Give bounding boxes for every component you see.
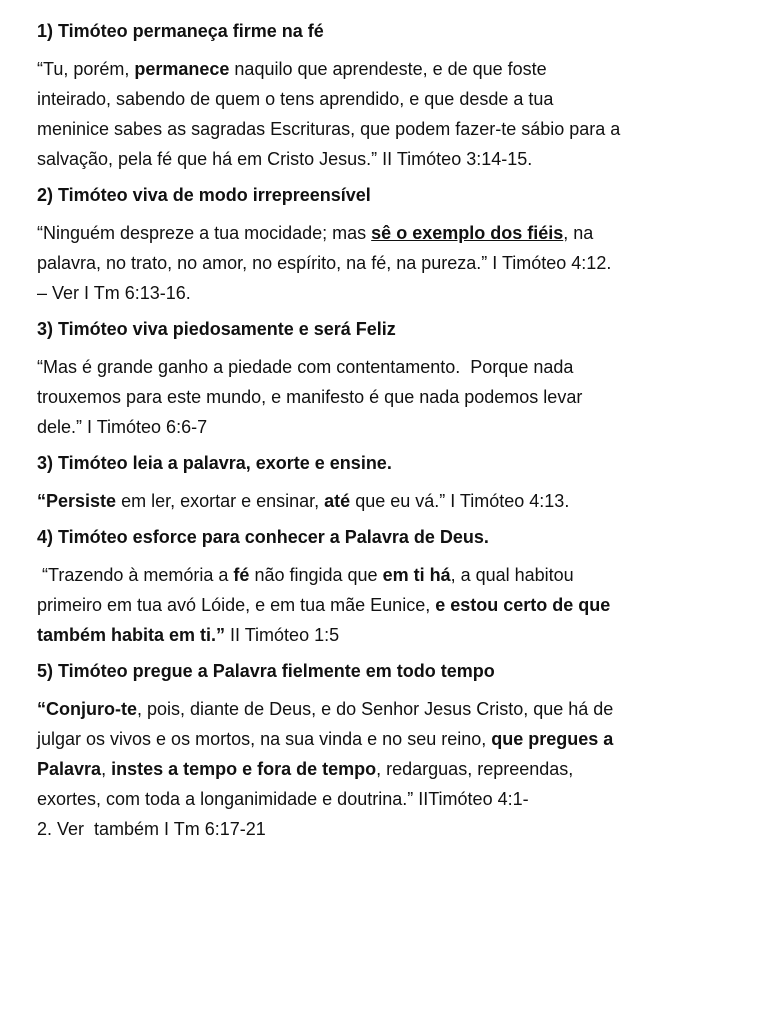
- body-text: não fingida que: [249, 565, 383, 585]
- paragraph-line: [37, 382, 728, 412]
- paragraph-line: [37, 248, 728, 278]
- section-paragraph: [37, 54, 728, 174]
- body-text: ,: [101, 759, 112, 779]
- body-text: , a qual habitou: [450, 565, 574, 585]
- emphasis-text: também habita em ti.”: [37, 625, 226, 645]
- body-text: naquilo que aprendeste, e de que foste: [229, 59, 547, 79]
- body-text: II Timóteo 1:5: [225, 625, 340, 645]
- body-text: , na: [563, 223, 594, 243]
- emphasis-text: “Persiste: [37, 491, 117, 511]
- section-heading: 3) Timóteo viva piedosamente e será Feliz: [37, 319, 396, 339]
- emphasis-text: permanece: [134, 59, 230, 79]
- paragraph-line: [37, 694, 728, 724]
- section-heading: 4) Timóteo esforce para conhecer a Palavra de Deus.: [37, 527, 489, 547]
- emphasis-text: que pregues a: [491, 729, 614, 749]
- document-body: [37, 18, 728, 844]
- paragraph-line: [37, 486, 728, 516]
- body-text: 2. Ver também I Tm 6:17-21: [37, 819, 266, 839]
- body-text: – Ver I Tm 6:13-16.: [37, 283, 191, 303]
- emphasis-text: fé: [233, 565, 250, 585]
- paragraph-line: [37, 784, 728, 814]
- emphasis-text: sê o exemplo dos fiéis: [371, 223, 564, 243]
- paragraph-line: [37, 84, 728, 114]
- paragraph-line: [37, 218, 728, 248]
- section-paragraph: [37, 486, 728, 516]
- body-text: “Ninguém despreze a tua mocidade; mas: [37, 223, 372, 243]
- paragraph-line: [37, 412, 728, 442]
- paragraph-line: [37, 144, 728, 174]
- paragraph-line: [37, 278, 728, 308]
- emphasis-text: instes a tempo e fora de tempo: [111, 759, 377, 779]
- paragraph-line: [37, 352, 728, 382]
- section-paragraph: [37, 694, 728, 844]
- body-text: inteirado, sabendo de quem o tens aprendido, e que desde a tua: [37, 89, 554, 109]
- body-text: “Mas é grande ganho a piedade com contentamento. Porque nada: [37, 357, 574, 377]
- body-text: “Tu, porém,: [37, 59, 135, 79]
- paragraph-line: [37, 560, 728, 590]
- emphasis-text: em ti há: [382, 565, 451, 585]
- section-heading: 5) Timóteo pregue a Palavra fielmente em todo tempo: [37, 661, 495, 681]
- paragraph-line: [37, 724, 728, 754]
- paragraph-line: [37, 620, 728, 650]
- body-text: em ler, exortar e ensinar,: [116, 491, 325, 511]
- body-text: exortes, com toda a longanimidade e doutrina.” IITimóteo 4:1-: [37, 789, 529, 809]
- emphasis-text: “Conjuro-te: [37, 699, 137, 719]
- section-heading: 1) Timóteo permaneça firme na fé: [37, 21, 324, 41]
- paragraph-line: [37, 754, 728, 784]
- section-paragraph: [37, 352, 728, 442]
- emphasis-text: Palavra: [37, 759, 102, 779]
- body-text: palavra, no trato, no amor, no espírito, na fé, na pureza.” I Timóteo 4:12.: [37, 253, 612, 273]
- emphasis-text: e estou certo de que: [435, 595, 611, 615]
- body-text: julgar os vivos e os mortos, na sua vinda e no seu reino,: [37, 729, 492, 749]
- paragraph-line: [37, 590, 728, 620]
- paragraph-line: [37, 54, 728, 84]
- section-paragraph: [37, 560, 728, 650]
- section-heading: 2) Timóteo viva de modo irrepreensível: [37, 185, 371, 205]
- section-paragraph: [37, 218, 728, 308]
- body-text: salvação, pela fé que há em Cristo Jesus.” II Timóteo 3:14-15.: [37, 149, 533, 169]
- body-text: que eu vá.” I Timóteo 4:13.: [350, 491, 570, 511]
- emphasis-text: até: [324, 491, 351, 511]
- body-text: primeiro em tua avó Lóide, e em tua mãe Eunice,: [37, 595, 436, 615]
- paragraph-line: [37, 114, 728, 144]
- section-heading: 3) Timóteo leia a palavra, exorte e ensine.: [37, 453, 392, 473]
- body-text: meninice sabes as sagradas Escrituras, que podem fazer-te sábio para a: [37, 119, 621, 139]
- body-text: “Trazendo à memória a: [37, 565, 234, 585]
- body-text: , pois, diante de Deus, e do Senhor Jesus Cristo, que há de: [136, 699, 614, 719]
- body-text: trouxemos para este mundo, e manifesto é que nada podemos levar: [37, 387, 583, 407]
- body-text: , redarguas, repreendas,: [376, 759, 574, 779]
- body-text: dele.” I Timóteo 6:6-7: [37, 417, 208, 437]
- paragraph-line: [37, 814, 728, 844]
